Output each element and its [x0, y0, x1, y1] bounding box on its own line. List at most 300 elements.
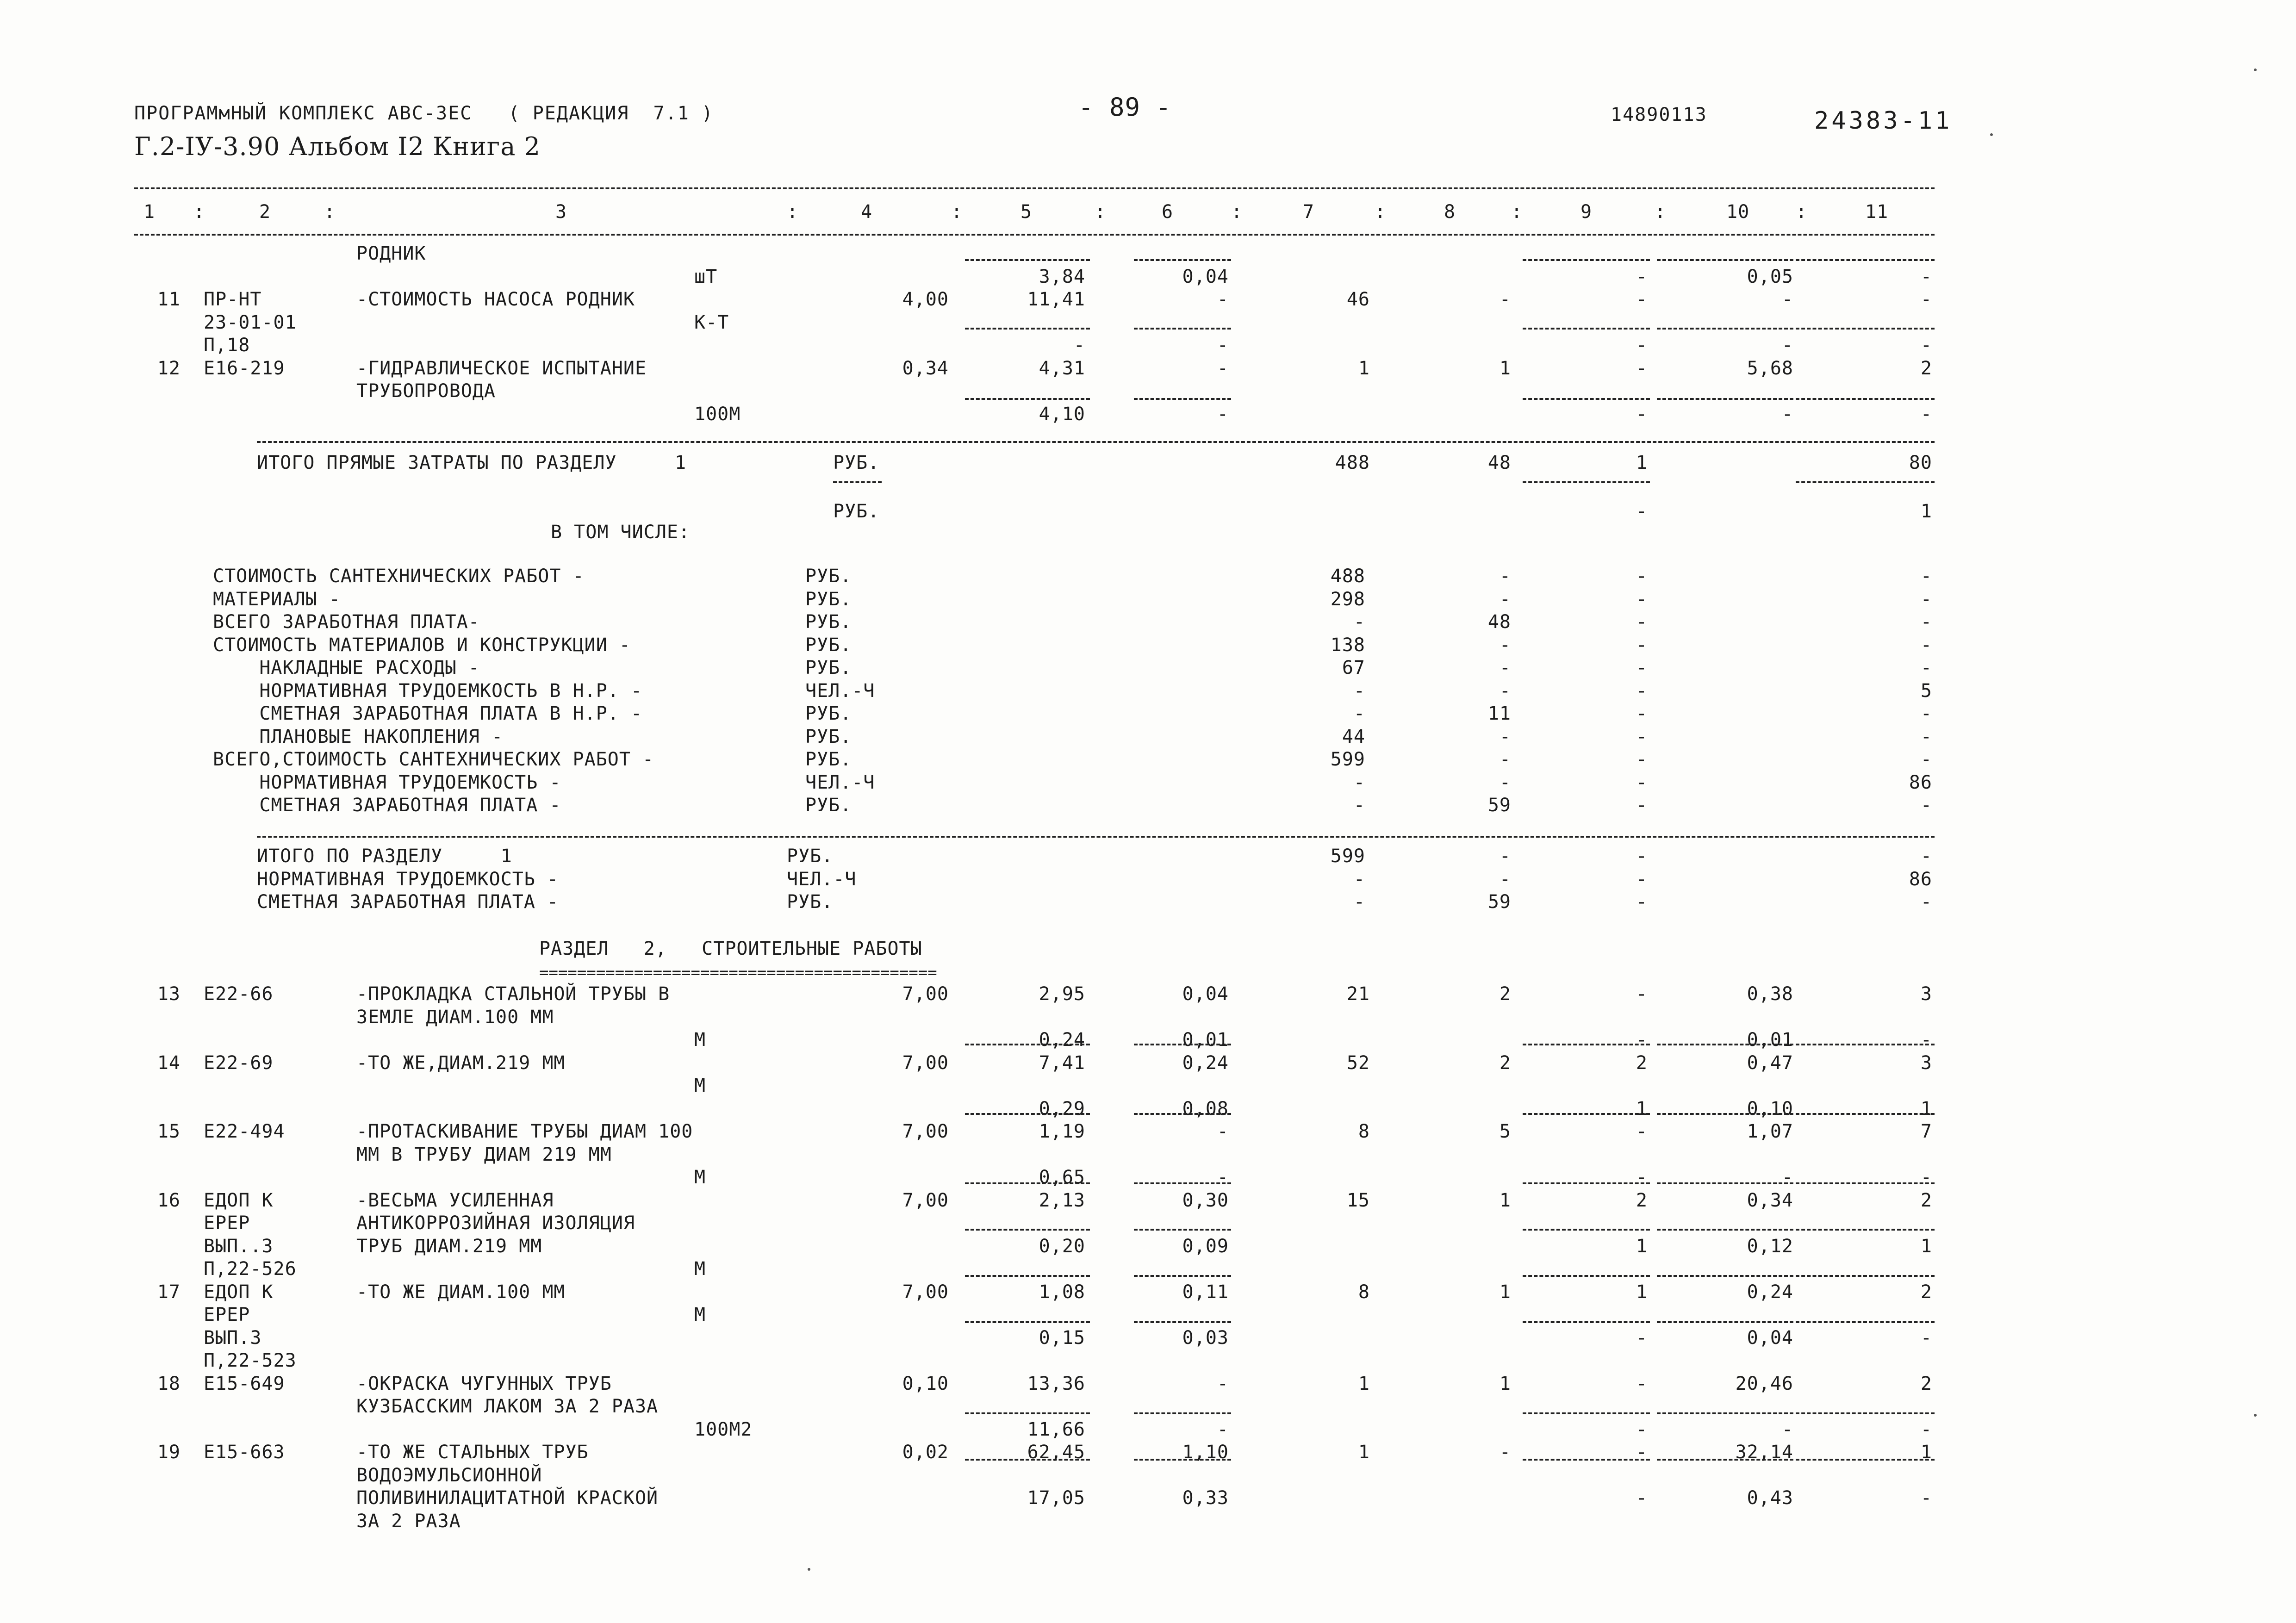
item-number: 17 [157, 1281, 180, 1303]
item-code: Е22-69 [204, 1052, 274, 1074]
cell-c9: - [1636, 846, 1648, 867]
cell-c4: 7,00 [902, 1121, 949, 1142]
column-header-10: 10 [1726, 201, 1750, 223]
cell-c7: 1 [1358, 357, 1370, 379]
cell-c9: - [1636, 289, 1648, 310]
cell-c6: 0,11 [1182, 1281, 1229, 1303]
column-header-6: 6 [1162, 201, 1174, 223]
item-number: 13 [157, 983, 180, 1005]
column-header-9: 9 [1580, 201, 1593, 223]
cell-c11: 3 [1920, 983, 1932, 1005]
cell-rule [1657, 1229, 1793, 1231]
breakdown-label: ВСЕГО,СТОИМОСТЬ САНТЕХНИЧЕСКИХ РАБОТ - [213, 749, 654, 770]
cell-c8: - [1499, 846, 1511, 867]
cell-c6: 1,10 [1182, 1442, 1229, 1463]
cell-c7: 599 [1330, 749, 1365, 770]
section-total-unit: РУБ. [787, 846, 834, 867]
cell-c6: - [1217, 403, 1229, 425]
column-header-3: 3 [555, 201, 567, 223]
cell-c9: 2 [1636, 1052, 1648, 1074]
section-2-title: РАЗДЕЛ 2, СТРОИТЕЛЬНЫЕ РАБОТЫ [539, 938, 922, 959]
cell-rule [1134, 1321, 1231, 1323]
cell-c10: 0,05 [1747, 266, 1793, 287]
breakdown-label: НАКЛАДНЫЕ РАСХОДЫ - [213, 657, 480, 678]
column-header-1: 1 [143, 201, 156, 223]
cell-c11: - [1920, 1418, 1932, 1440]
cell-c9: - [1636, 1487, 1648, 1509]
breakdown-unit: ЧЕЛ.-Ч [805, 771, 875, 793]
including-label: В ТОМ ЧИСЛЕ: [551, 522, 690, 543]
cell-c7: - [1353, 868, 1365, 890]
cell-c6: 0,03 [1182, 1327, 1229, 1349]
item-unit: М [694, 1258, 706, 1280]
cell-rule [965, 328, 1090, 330]
cell-c11: 7 [1920, 1121, 1932, 1142]
item-description: РОДНИК [356, 243, 426, 264]
cell-rule [1134, 1275, 1231, 1277]
cell-c11: - [1920, 891, 1932, 913]
item-number: 19 [157, 1442, 180, 1463]
cell-c11: - [1920, 266, 1932, 287]
section-total-label: ИТОГО ПО РАЗДЕЛУ 1 [257, 846, 512, 867]
item-unit: М [694, 1167, 706, 1188]
column-header-8: 8 [1444, 201, 1456, 223]
cell-c8: 48 [1487, 452, 1511, 473]
cell-c6: - [1217, 1121, 1229, 1142]
cell-c10: 5,68 [1747, 357, 1793, 379]
cell-rule [1134, 259, 1231, 261]
cell-c5: 0,29 [1039, 1098, 1085, 1119]
cell-c8: 11 [1487, 703, 1511, 724]
cell-c4: 7,00 [902, 983, 949, 1005]
cell-c9: - [1636, 266, 1648, 287]
breakdown-unit: РУБ. [805, 703, 852, 724]
cell-c8: 59 [1487, 891, 1511, 913]
cell-c9: 2 [1636, 1189, 1648, 1211]
column-separator: : [951, 201, 963, 223]
cell-c8: - [1499, 726, 1511, 747]
item-code: Е22-66 [204, 983, 274, 1005]
cell-c11: - [1920, 703, 1932, 724]
cell-rule [1796, 481, 1935, 483]
cell-c5: 0,24 [1039, 1029, 1085, 1051]
cell-c5: 13,36 [1027, 1373, 1085, 1394]
item-unit: 100М [694, 403, 741, 425]
cell-c7: 52 [1346, 1052, 1370, 1074]
cell-c8: - [1499, 289, 1511, 310]
cell-c9: - [1636, 771, 1648, 793]
document-code: 14890113 [1611, 104, 1707, 125]
cell-c11: 2 [1920, 1189, 1932, 1211]
cell-c9: - [1636, 1442, 1648, 1463]
item-code: ЕДОП К [204, 1189, 274, 1211]
inventory-stamp: 24383-11 [1814, 107, 1953, 135]
cell-c5: 1,08 [1039, 1281, 1085, 1303]
item-description: ВОДОЭМУЛЬСИОННОЙ [356, 1464, 542, 1486]
cell-c11: - [1920, 1167, 1932, 1188]
breakdown-unit: РУБ. [805, 566, 852, 587]
cell-c11: 2 [1920, 1373, 1932, 1394]
cell-rule [965, 1275, 1090, 1277]
cell-c6: - [1217, 289, 1229, 310]
item-code: П,22-523 [204, 1350, 297, 1371]
cell-rule [1657, 1044, 1793, 1045]
cell-c9: 1 [1636, 452, 1648, 473]
cell-c10: - [1781, 1418, 1793, 1440]
totals-label: ИТОГО ПРЯМЫЕ ЗАТРАТЫ ПО РАЗДЕЛУ 1 [257, 452, 687, 473]
breakdown-unit: РУБ. [805, 726, 852, 747]
column-separator: : [1375, 201, 1387, 223]
cell-c5: 11,66 [1027, 1418, 1085, 1440]
cell-c11: 3 [1920, 1052, 1932, 1074]
cell-c9: - [1636, 680, 1648, 702]
scan-speck [808, 1568, 810, 1571]
item-description: -ПРОКЛАДКА СТАЛЬНОЙ ТРУБЫ В [356, 983, 670, 1005]
item-description: КУЗБАССКИМ ЛАКОМ ЗА 2 РАЗА [356, 1396, 659, 1417]
cell-c5: 3,84 [1039, 266, 1085, 287]
item-description: ММ В ТРУБУ ДИАМ 219 ММ [356, 1144, 612, 1165]
cell-c11: - [1920, 1487, 1932, 1509]
cell-c11: - [1920, 795, 1932, 816]
cell-c10: - [1781, 403, 1793, 425]
cell-c11: - [1920, 749, 1932, 770]
cell-c6: 0,08 [1182, 1098, 1229, 1119]
column-separator: : [1511, 201, 1523, 223]
item-code: П,22-526 [204, 1258, 297, 1280]
cell-c7: - [1353, 795, 1365, 816]
cell-rule [1523, 1412, 1650, 1414]
cell-c6: - [1217, 357, 1229, 379]
cell-rule [965, 398, 1090, 400]
cell-c8: 2 [1499, 1052, 1511, 1074]
cell-rule [1523, 1459, 1650, 1461]
cell-c9: - [1636, 634, 1648, 656]
cell-c6: 0,33 [1182, 1487, 1229, 1509]
breakdown-label: СМЕТНАЯ ЗАРАБОТНАЯ ПЛАТА В Н.Р. - [213, 703, 643, 724]
cell-c5: 11,41 [1027, 289, 1085, 310]
cell-c4: 7,00 [902, 1189, 949, 1211]
cell-c9: - [1636, 1167, 1648, 1188]
totals-unit: РУБ. [833, 452, 880, 473]
cell-rule [1796, 259, 1935, 261]
cell-c7: 44 [1342, 726, 1365, 747]
scan-speck [2254, 68, 2257, 71]
cell-c6: - [1217, 1418, 1229, 1440]
item-unit: шТ [694, 266, 718, 287]
cell-c9: - [1636, 703, 1648, 724]
program-title: ПРОГРАМмНЫЙ КОМПЛЕКС АВС-ЗЕС ( РЕДАКЦИЯ 7.1 ) [134, 103, 714, 124]
cell-c10: 0,34 [1747, 1189, 1793, 1211]
cell-c9: - [1636, 657, 1648, 678]
cell-c9: - [1636, 1373, 1648, 1394]
cell-c7: 298 [1330, 588, 1365, 610]
cell-rule [965, 259, 1090, 261]
breakdown-unit: РУБ. [805, 749, 852, 770]
item-number: 14 [157, 1052, 180, 1074]
cell-rule [1796, 1412, 1935, 1414]
cell-c7: - [1353, 611, 1365, 633]
item-code: ВЫП.3 [204, 1327, 262, 1349]
cell-c10: 0,47 [1747, 1052, 1793, 1074]
cell-rule [1134, 1459, 1231, 1461]
cell-c8: - [1499, 657, 1511, 678]
cell-rule [1134, 1412, 1231, 1414]
item-code: 23-01-01 [204, 311, 297, 333]
column-header-11: 11 [1865, 201, 1889, 223]
item-description: ТРУБ ДИАМ.219 ММ [356, 1235, 542, 1257]
album-title: Г.2-IУ-3.90 Альбом I2 Книга 2 [134, 132, 541, 161]
item-code: ЕРЕР [204, 1213, 250, 1234]
cell-rule [965, 1321, 1090, 1323]
cell-c11: 86 [1909, 771, 1932, 793]
cell-c11: - [1920, 1029, 1932, 1051]
cell-c9: - [1636, 868, 1648, 890]
cell-c10: 32,14 [1735, 1442, 1793, 1463]
cell-c7: 599 [1330, 846, 1365, 867]
section-total-label: СМЕТНАЯ ЗАРАБОТНАЯ ПЛАТА - [257, 891, 559, 913]
scan-speck [1990, 133, 1993, 136]
cell-c5: - [1073, 335, 1085, 356]
cell-c7: - [1353, 771, 1365, 793]
breakdown-unit: РУБ. [805, 657, 852, 678]
cell-rule [1657, 1182, 1793, 1184]
cell-c7: 138 [1330, 634, 1365, 656]
cell-c5: 0,20 [1039, 1235, 1085, 1257]
cell-c9: 1 [1636, 1281, 1648, 1303]
cell-c8: 59 [1487, 795, 1511, 816]
item-description: ПОЛИВИНИЛАЦИТАТНОЙ КРАСКОЙ [356, 1487, 659, 1509]
cell-c11: - [1920, 634, 1932, 656]
cell-c6: - [1217, 335, 1229, 356]
cell-c6: - [1217, 1373, 1229, 1394]
breakdown-label: СТОИМОСТЬ САНТЕХНИЧЕСКИХ РАБОТ - [213, 566, 585, 587]
cell-rule [1796, 1459, 1935, 1461]
cell-c5: 2,95 [1039, 983, 1085, 1005]
cell-c5: 62,45 [1027, 1442, 1085, 1463]
page-number: - 89 - [1078, 93, 1172, 122]
cell-c5: 4,31 [1039, 357, 1085, 379]
cell-c10: 20,46 [1735, 1373, 1793, 1394]
cell-rule [1134, 398, 1231, 400]
column-header-2: 2 [259, 201, 271, 223]
section-rule-2 [257, 836, 1935, 838]
cell-c7: 21 [1346, 983, 1370, 1005]
cell-rule [1134, 1044, 1231, 1045]
cell-c6: 0,01 [1182, 1029, 1229, 1051]
cell-c8: - [1499, 749, 1511, 770]
cell-c9: - [1636, 795, 1648, 816]
cell-c8: - [1499, 771, 1511, 793]
item-code: Е16-219 [204, 357, 285, 379]
cell-c10: 0,01 [1747, 1029, 1793, 1051]
item-code: ВЫП..3 [204, 1235, 274, 1257]
cell-rule [965, 1459, 1090, 1461]
cell-c9: - [1636, 1029, 1648, 1051]
item-code: ЕРЕР [204, 1304, 250, 1325]
breakdown-label: ПЛАНОВЫЕ НАКОПЛЕНИЯ - [213, 726, 504, 747]
cell-c9: - [1636, 891, 1648, 913]
cell-c10: - [1781, 289, 1793, 310]
column-separator: : [787, 201, 799, 223]
cell-c11: 1 [1920, 1098, 1932, 1119]
cell-rule [1657, 1275, 1793, 1277]
item-unit: 100М2 [694, 1418, 753, 1440]
item-number: 15 [157, 1121, 180, 1142]
cell-rule [1796, 328, 1935, 330]
cell-c11: - [1920, 566, 1932, 587]
item-code: ПР-НТ [204, 289, 262, 310]
item-description: -ТО ЖЕ,ДИАМ.219 ММ [356, 1052, 566, 1074]
cell-c8: - [1499, 634, 1511, 656]
cell-c9: - [1636, 357, 1648, 379]
cell-rule [965, 1113, 1090, 1115]
item-code: ЕДОП К [204, 1281, 274, 1303]
item-description: ЗА 2 РАЗА [356, 1510, 461, 1532]
cell-rule [1523, 1044, 1650, 1045]
breakdown-unit: РУБ. [805, 611, 852, 633]
cell-c8: 1 [1499, 1189, 1511, 1211]
cell-c11: - [1920, 846, 1932, 867]
cell-rule [1796, 1044, 1935, 1045]
cell-rule [1523, 259, 1650, 261]
cell-rule [1134, 1113, 1231, 1115]
cell-c8: - [1499, 868, 1511, 890]
cell-c4: 7,00 [902, 1281, 949, 1303]
cell-rule [965, 1044, 1090, 1045]
cell-c9: - [1636, 1418, 1648, 1440]
cell-c11: - [1920, 403, 1932, 425]
cell-c7: 8 [1358, 1121, 1370, 1142]
section-total-label: НОРМАТИВНАЯ ТРУДОЕМКОСТЬ - [257, 868, 559, 890]
item-number: 16 [157, 1189, 180, 1211]
cell-c10: - [1781, 335, 1793, 356]
column-header-7: 7 [1303, 201, 1315, 223]
item-code: П,18 [204, 335, 250, 356]
unit-rule [833, 481, 882, 483]
cell-c11: 1 [1920, 1235, 1932, 1257]
section-total-unit: РУБ. [787, 891, 834, 913]
cell-c9: - [1636, 588, 1648, 610]
cell-c10: 0,04 [1747, 1327, 1793, 1349]
cell-c8: 1 [1499, 1373, 1511, 1394]
cell-c11: - [1920, 335, 1932, 356]
breakdown-label: МАТЕРИАЛЫ - [213, 588, 341, 610]
cell-rule [965, 1412, 1090, 1414]
cell-c8: 5 [1499, 1121, 1511, 1142]
cell-c9: - [1636, 335, 1648, 356]
section-total-unit: ЧЕЛ.-Ч [787, 868, 857, 890]
cell-c9: - [1636, 726, 1648, 747]
scan-speck [2254, 1414, 2257, 1417]
cell-rule [1523, 398, 1650, 400]
cell-c7: 15 [1346, 1189, 1370, 1211]
cell-rule [1523, 1321, 1650, 1323]
cell-c7: 488 [1330, 566, 1365, 587]
cell-c11: - [1920, 611, 1932, 633]
cell-c9: - [1636, 983, 1648, 1005]
cell-c5: 17,05 [1027, 1487, 1085, 1509]
cell-c7: - [1353, 703, 1365, 724]
cell-c5: 1,19 [1039, 1121, 1085, 1142]
cell-rule [1523, 1182, 1650, 1184]
breakdown-unit: РУБ. [805, 795, 852, 816]
totals-unit: РУБ. [833, 501, 880, 522]
cell-rule [1134, 1229, 1231, 1231]
cell-rule [1657, 259, 1793, 261]
cell-c7: 67 [1342, 657, 1365, 678]
item-unit: К-Т [694, 311, 729, 333]
cell-rule [1523, 1229, 1650, 1231]
cell-c11: 2 [1920, 357, 1932, 379]
item-description: -ГИДРАВЛИЧЕСКОЕ ИСПЫТАНИЕ [356, 357, 647, 379]
cell-c10: 0,10 [1747, 1098, 1793, 1119]
cell-rule [1796, 1321, 1935, 1323]
cell-rule [1657, 328, 1793, 330]
cell-c7: 46 [1346, 289, 1370, 310]
cell-c9: - [1636, 501, 1648, 522]
column-separator: : [1231, 201, 1243, 223]
cell-rule [1657, 1459, 1793, 1461]
cell-rule [1657, 1321, 1793, 1323]
cell-rule [965, 1182, 1090, 1184]
item-unit: М [694, 1075, 706, 1096]
cell-c4: 0,10 [902, 1373, 949, 1394]
cell-rule [1796, 1229, 1935, 1231]
cell-c10: 0,38 [1747, 983, 1793, 1005]
cell-c11: - [1920, 657, 1932, 678]
cell-rule [1523, 1275, 1650, 1277]
item-code: Е15-649 [204, 1373, 285, 1394]
cell-c5: 0,65 [1039, 1167, 1085, 1188]
cell-c8: - [1499, 588, 1511, 610]
item-code: Е15-663 [204, 1442, 285, 1463]
cell-c7: - [1353, 891, 1365, 913]
cell-rule [965, 1229, 1090, 1231]
cell-rule [1523, 328, 1650, 330]
cell-rule [1796, 1182, 1935, 1184]
cell-c7: 1 [1358, 1442, 1370, 1463]
cell-c11: 86 [1909, 868, 1932, 890]
cell-c11: - [1920, 289, 1932, 310]
item-description: -ОКРАСКА ЧУГУННЫХ ТРУБ [356, 1373, 612, 1394]
cell-rule [1523, 1113, 1650, 1115]
cell-c7: 8 [1358, 1281, 1370, 1303]
cell-c10: 1,07 [1747, 1121, 1793, 1142]
cell-rule [1657, 1113, 1793, 1115]
cell-c5: 4,10 [1039, 403, 1085, 425]
cell-rule [1523, 481, 1650, 483]
cell-rule [1796, 1113, 1935, 1115]
cell-c7: 1 [1358, 1373, 1370, 1394]
cell-c6: 0,09 [1182, 1235, 1229, 1257]
cell-c5: 7,41 [1039, 1052, 1085, 1074]
item-unit: М [694, 1304, 706, 1325]
cell-c11: - [1920, 1327, 1932, 1349]
cell-c9: - [1636, 1121, 1648, 1142]
cell-rule [1657, 1412, 1793, 1414]
column-separator: : [324, 201, 336, 223]
header-rule-top [134, 187, 1935, 189]
cell-c8: - [1499, 1442, 1511, 1463]
cell-c6: 0,04 [1182, 983, 1229, 1005]
item-number: 18 [157, 1373, 180, 1394]
cell-c7: - [1353, 680, 1365, 702]
cell-c6: 0,04 [1182, 266, 1229, 287]
breakdown-unit: РУБ. [805, 588, 852, 610]
cell-rule [1657, 398, 1793, 400]
item-description: -ПРОТАСКИВАНИЕ ТРУБЫ ДИАМ 100 [356, 1121, 693, 1142]
cell-c4: 0,02 [902, 1442, 949, 1463]
